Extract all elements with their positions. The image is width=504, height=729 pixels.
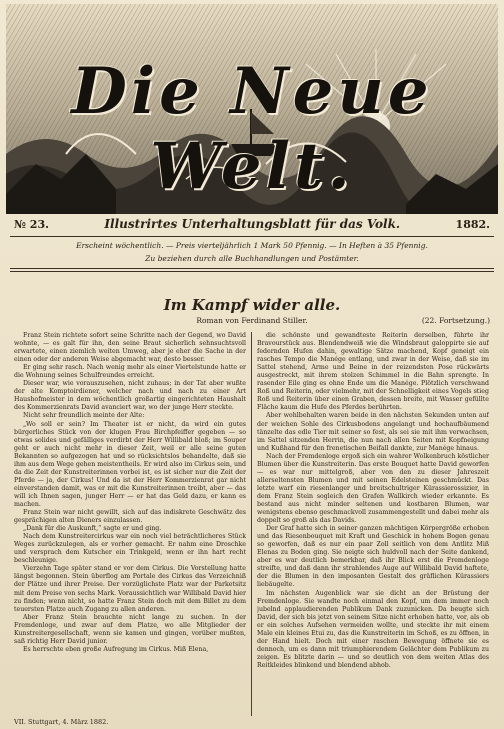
paragraph: Aber Franz Stein brauchte nicht lange zu suchen. In der Fremdenloge, und zwar auf dem Platze, wo alle Mitglieder der Kunstreitergesellschaft, wenn sie kamen und gingen, vorüber mußten, saß richtig Herr David junior. (14, 613, 246, 645)
issue-year: 1882. (455, 217, 490, 231)
masthead-title: Die Neue Welt. (71, 54, 433, 204)
article-continuation: (22. Fortsetzung.) (421, 316, 490, 325)
paragraph: Im nächsten Augenblick war sie dicht an der Brüstung der Fremdenloge. Sie wandte noch einmal den Kopf, um dem immer noch jubelnd applaudierenden Publikum Dank zuzunicken. Da beugte sich David, der sich bis jetzt von seinem Sitze nicht erhoben hatte, vor, als ob er ein solches Aufsehen vermeiden wollte, und steckte ihr mit einem Male ein kleines Etui zu, das die Kunstreiterin im Schoß, es zu öffnen, in der Hand hielt. Doch mit einer raschen Bewegung öffnete sie es dennoch, um es dann mit triumphierendem Gelächter dem Publikum zu zeigen. Es blitzte darin — und so deutlich von dem weiten Atlas des Reitkleides blinkend und blendend abhob. (257, 589, 489, 669)
divider-rule (10, 271, 494, 272)
paragraph: Er ging sehr rasch. Nach wenig mehr als einer Viertelstunde hatte er die Wohnung seines Schulfreundes erreicht. (14, 364, 246, 380)
paragraph: „Dank für die Auskunft,“ sagte er und ging. (23, 525, 162, 533)
article-byline-row (14, 316, 490, 328)
text-column-right (257, 332, 489, 717)
text-column-left (14, 332, 246, 717)
paragraph: Nicht sehr freundlich meinte der Alte: (23, 412, 145, 420)
paragraph: Vierzehn Tage später stand er vor dem Cirkus. Die Vorstellung hatte längst begonnen. Stein überflog am Portale des Cirkus das Verzeichniß der Plätze und ihrer Preise. Der vorzüglichste Platz war der Parketsitz mit dem Preise von sechs Mark. Voraussichtlich war Willibald David hier zu finden; wenn nicht, so hatte Franz Stein doch mit dem Billet zu dem teuersten Platze auch Zugang zu allen anderen. (14, 565, 246, 613)
column-divider (251, 332, 252, 716)
paragraph: Nach dem Kunstreitercirkus war ein noch viel beträchtlicheres Stück Weges zurückzulegen, als er vorher gemacht. Er nahm eine Droschke und versprach dem Kutscher ein Trinkgeld, wenn er ihn hart recht beschleunige. (14, 533, 246, 565)
article-title: Im Kampf wider alle. (163, 296, 341, 314)
distribution-info: Zu beziehen durch alle Buchhandlungen und Postämter. (145, 254, 359, 263)
issue-number: № 23. (14, 217, 49, 231)
divider-rule (10, 268, 494, 269)
issue-subtitle: Illustrirtes Unterhaltungsblatt für das Volk. (104, 217, 401, 231)
divider-rule (10, 236, 494, 237)
paragraph: Dieser war, wie vorauszusehen, nicht zuhaus; in der Tat aber wußte der alte Komptoirdiener, welcher nach und nach zu einer Art Haushofmeister in dem wöchentlich großartig eingerichteten Haushalt des Kommerzienrats David avanciert war, wo der junge Herr steckte. (14, 380, 246, 412)
paragraph: Aber wohlbehalten waren beide in den nächsten Sekunden unten auf der weichen Sohle des Cirkusbodens angelangt und hochaufbäumend tänzelte das edle Tier mit seiner so fest, als sei sie mit ihm verwachsen, im Sattel sitzenden Herrin, die nun nach allen Seiten mit Kopfneigung und Kußhand für den frenetischen Beifall dankte, zur Manége hinaus. (257, 412, 489, 452)
issue-line (14, 216, 490, 232)
paragraph: „Wo soll er sein? Im Theater ist er nicht, da wird ein gutes bürgerliches Stück von der klugen Frau Birchpfeiffer gegeben — so etwas solides und gefälliges verdirbt der Herr Willibald bloß; im Souper geht er auch nicht mehr in dieser Zeit, weil er alle seine guten Bekannten so aufgezogen hat und so rücksichtslos behandelte, daß sie ihm aus dem Wege gehen meistentheils. Er wird also im Cirkus sein, und da die Zeit der Kunstreiterinnen vorbei ist, es ist sicher nur die Zeit der Pferde — ja, der Cirkus! Und da ist der Herr Kommerzienrat gar nicht einverstanden damit, was er mit die Kunstreiterinnen treibt, aber — das will ich Ihnen sagen, junger Herr — er hat das Geld dazu, er kann es machen. (14, 420, 246, 508)
publication-info: Erscheint wöchentlich. — Preis vierteljährlich 1 Mark 50 Pfennig. — In Heften à 35 Pfennig. (76, 241, 428, 250)
paragraph: Nach der Fremdenloge ergoß sich ein wahrer Wolkenbruch köstlicher Blumen über die Kunstreiterin. Das erste Bouquet hatte David geworfen — es war nur mittelgroß, aber von den zu dieser Jahreszeit allerseltensten Blumen und mit seinen Edelsteinen geschmückt. Das letzte warf ein riesenlanger und breitschultriger Kürassierossizier, in dem Franz Stein sogleich den Grafen Wallkirch wieder erkannte. Es bestand aus nicht minder seltenen und kostbaren Blumen, war wenigstens ebenso geschmackvoll zusammengestellt und dabei mehr als doppelt so groß als das Davids. (257, 452, 489, 525)
paragraph: Der Graf hatte sich in seiner ganzen mächtigen Körpergröße erhoben und das Riesenbouquet mit Kraft und Geschick in hohem Bogen genau so geworfen, daß es nur ein paar Zoll seitlich von dem Antlitz Miß Elenas zu Boden ging. Sie neigte sich huldvoll nach der Seite dankend, aber es war deutlich bemerkbar, daß ihr Blick erst die Fremdenloge streifte, und daß dann ihr strahlendes Auge auf Willibald David haftete, der die Blumen in den imposanten Gestalt des gräflichen Kürassiers liebäugelte. (257, 525, 489, 589)
paragraph: Franz Stein richtete sofort seine Schritte nach der Gegend, wo David wohnte, — es galt für ihn, den seine Braut sicherlich sehnsuchtsvoll erwartete, einen ziemlich weiten Umweg, aber je eher die Sache in der einen oder der anderen Weise abgemacht war, desto besser. (14, 332, 246, 364)
paragraph: Es herrschte eben große Aufregung im Cirkus. Miß Elena, (23, 645, 209, 653)
paragraph: die schönste und gewandteste Reiterin derselben, führte ihr Bravourstück aus. Blendendweiß wie die Windsbraut galoppirte sie auf federnden Hufen dahin, gewaltige Sätze machend, Kopf geneigt ein rasches Tempo die Manége entlang, und zwar in der Weise, daß sie im Sattel stehend, Arme und Beine in der reizendsten Pose rückwärts ausgestreckt, mit ihrem stolzen Schimmel in die Bahn sprengte. In rasender Eile ging es ohne Ende um die Manége. Plötzlich verschwand Roß und Reiterin, oder vielmehr, mit der Schnelligkeit eines Vogels stieg Roß und Reiterin über einen Graben, dessen breite, mit Wasser gefüllte Fläche kaum die Hufe des Pferdes berührten. (257, 332, 489, 412)
masthead-illustration (6, 4, 498, 214)
page-footer: VII. Stuttgart, 4. März 1882. (14, 718, 109, 726)
paragraph: Franz Stein war nicht gewillt, sich auf das indiskrete Geschwätz des gesprächigen alten Dieners einzulassen. (14, 509, 246, 525)
article-byline: Roman von Ferdinand Stiller. (196, 316, 308, 325)
